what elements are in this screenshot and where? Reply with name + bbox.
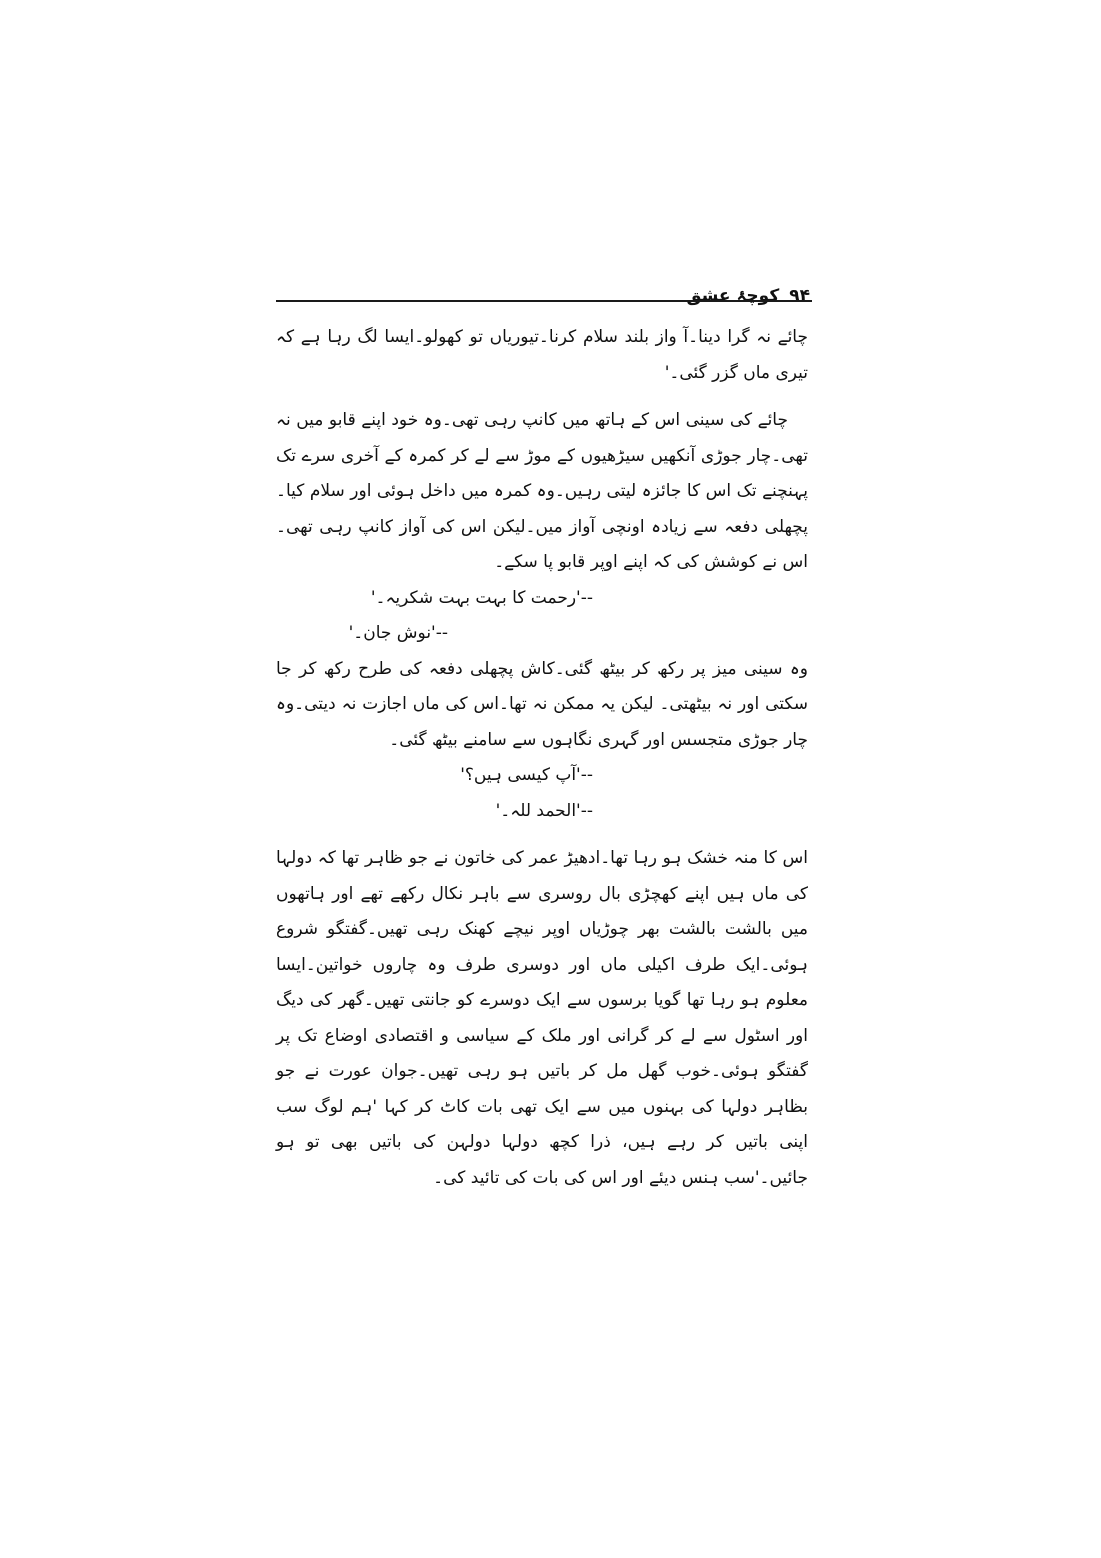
dialogue-line-2: --'نوش جان۔' (348, 623, 448, 643)
dialogue-line-4: --'الحمد للہ۔' (495, 800, 593, 821)
page-number: ۹۴ (789, 286, 810, 306)
dialogue-line-3: --'آپ کیسی ہیں؟' (460, 765, 593, 785)
paragraph-1: چائے نہ گرا دینا۔آ واز بلند سلام کرنا۔تیوریاں تو کھولو۔ایسا لگ رہا ہے کہ تیری ماں گزر گئی۔' (276, 327, 808, 383)
paragraph-2: چائے کی سینی اس کے ہاتھ میں کانپ رہی تھی۔وہ خود اپنے قابو میں نہ تھی۔چار جوڑی آنکھیں سیڑھیوں کے موڑ سے لے کر کمرہ کے آخری سرے تک پہنچنے تک اس کا جائزہ لیتی رہیں۔وہ کمرہ میں داخل ہوئی اور سلام کیا۔پچھلی دفعہ سے زیادہ اونچی آواز میں۔لیکن اس کی آواز کانپ رہی تھی۔اس نے کوشش کی کہ اپنے اوپر قابو پا سکے۔ (276, 410, 808, 572)
page-body (276, 320, 808, 1196)
paragraph-3: وہ سینی میز پر رکھ کر بیٹھ گئی۔کاش پچھلی دفعہ کی طرح رکھ کر جا سکتی اور نہ بیٹھتی۔ لیکن یہ ممکن نہ تھا۔اس کی ماں اجازت نہ دیتی۔وہ چار جوڑی متجسس اور گہری نگاہوں سے سامنے بیٹھ گئی۔ (276, 658, 808, 750)
paragraph-4: اس کا منہ خشک ہو رہا تھا۔ادھیڑ عمر کی خاتون نے جو ظاہر تھا کہ دولہا کی ماں ہیں اپنے کھچڑی بال روسری سے باہر نکال رکھے تھے اور ہاتھوں میں بالشت بالشت بھر چوڑیاں اوپر نیچے کھنک رہی تھیں۔گفتگو شروع ہوئی۔ایک طرف اکیلی ماں اور دوسری طرف وہ چاروں خواتین۔ایسا معلوم ہو رہا تھا گویا برسوں سے ایک دوسرے کو جانتی تھیں۔گھر کی دیگ اور اسٹول سے لے کر گرانی اور ملک کے سیاسی و اقتصادی اوضاع تک پر گفتگو ہوئی۔خوب گھل مل کر باتیں ہو رہی تھیں۔جوان عورت نے جو بظاہر دولہا کی بہنوں میں سے ایک تھی بات کاٹ کر کہا 'ہم لوگ سب اپنی باتیں کر رہے ہیں، ذرا کچھ دولہا دولہن کی باتیں بھی تو ہو جائیں۔'سب ہنس دیئے اور اس کی بات کی تائید کی۔ (276, 848, 808, 1188)
dialogue-line-1: --'رحمت کا بہت بہت شکریہ۔' (370, 587, 593, 608)
book-title: کوچۂ عشق (686, 286, 780, 306)
header-rule (276, 300, 812, 302)
